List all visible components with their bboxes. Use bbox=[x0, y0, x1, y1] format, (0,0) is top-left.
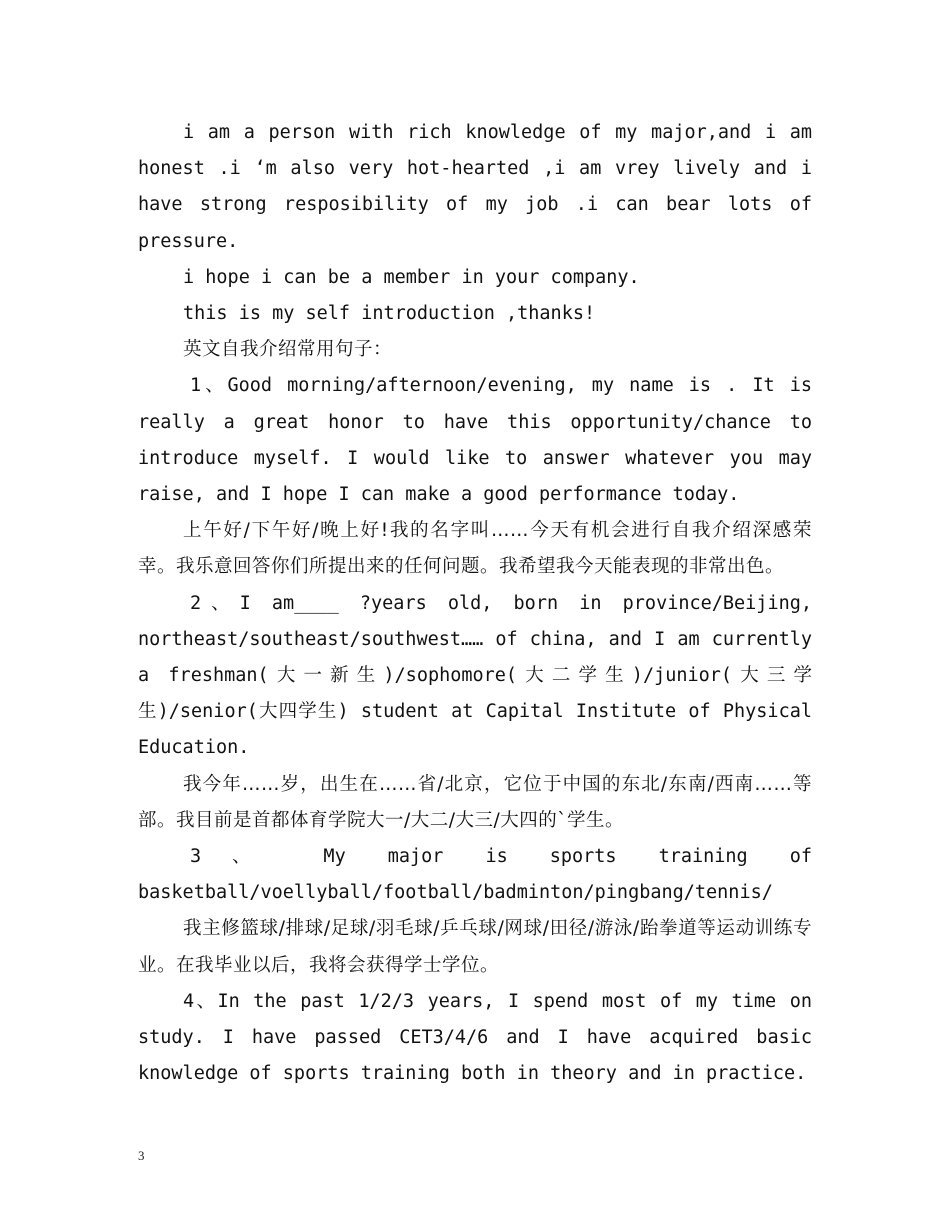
section-heading: 英文自我介绍常用句子： bbox=[183, 339, 393, 361]
paragraph-hope: i hope i can be a member in your company. bbox=[183, 266, 640, 288]
paragraph-item-1-translation: 上午好/下午好/晚上好!我的名字叫……今天有机会进行自我介绍深感荣幸。我乐意回答你们所提出来的任何问题。我希望我今天能表现的非常出色。 bbox=[138, 520, 812, 578]
paragraph-thanks: this is my self introduction ,thanks! bbox=[183, 303, 596, 325]
document-body bbox=[138, 115, 812, 1092]
paragraph-item-2-translation: 我今年……岁，出生在……省/北京，它位于中国的东北/东南/西南……等部。我目前是首都体育学院大一/大二/大三/大四的`学生。 bbox=[138, 773, 812, 831]
paragraph-personality: i am a person with rich knowledge of my major,and i am honest .i ‘m also very hot-hearted ,i am vrey lively and i have strong resposibility of my job .i can bear lots of pressure. bbox=[138, 122, 812, 252]
paragraph-item-1: 1、Good morning/afternoon/evening, my name is . It is really a great honor to have this opportunity/chance to introduce myself. I would like to answer whatever you may raise, and I hope I can make a good performance today. bbox=[138, 375, 812, 506]
page-number: 3 bbox=[138, 1148, 145, 1163]
paragraph-item-2: 2、I am____ ?years old, born in province/Beijing, northeast/southeast/southwest…… of china, and I am currently a freshman(大一新生)/sophomore(大二学生)/junior(大三学生)/senior(大四学生) student at Capital Institute of Physical Education. bbox=[138, 592, 812, 759]
paragraph-item-3-translation: 我主修篮球/排球/足球/羽毛球/乒乓球/网球/田径/游泳/跆拳道等运动训练专业。在我毕业以后，我将会获得学士学位。 bbox=[138, 918, 812, 976]
paragraph-item-3: 3、 My major is sports training of basketball/voellyball/football/badminton/pingbang/tennis/ bbox=[138, 846, 812, 904]
paragraph-item-4: 4、In the past 1/2/3 years, I spend most of my time on study. I have passed CET3/4/6 and I have acquired basic knowledge of sports training both in theory and in practice. bbox=[138, 990, 812, 1085]
